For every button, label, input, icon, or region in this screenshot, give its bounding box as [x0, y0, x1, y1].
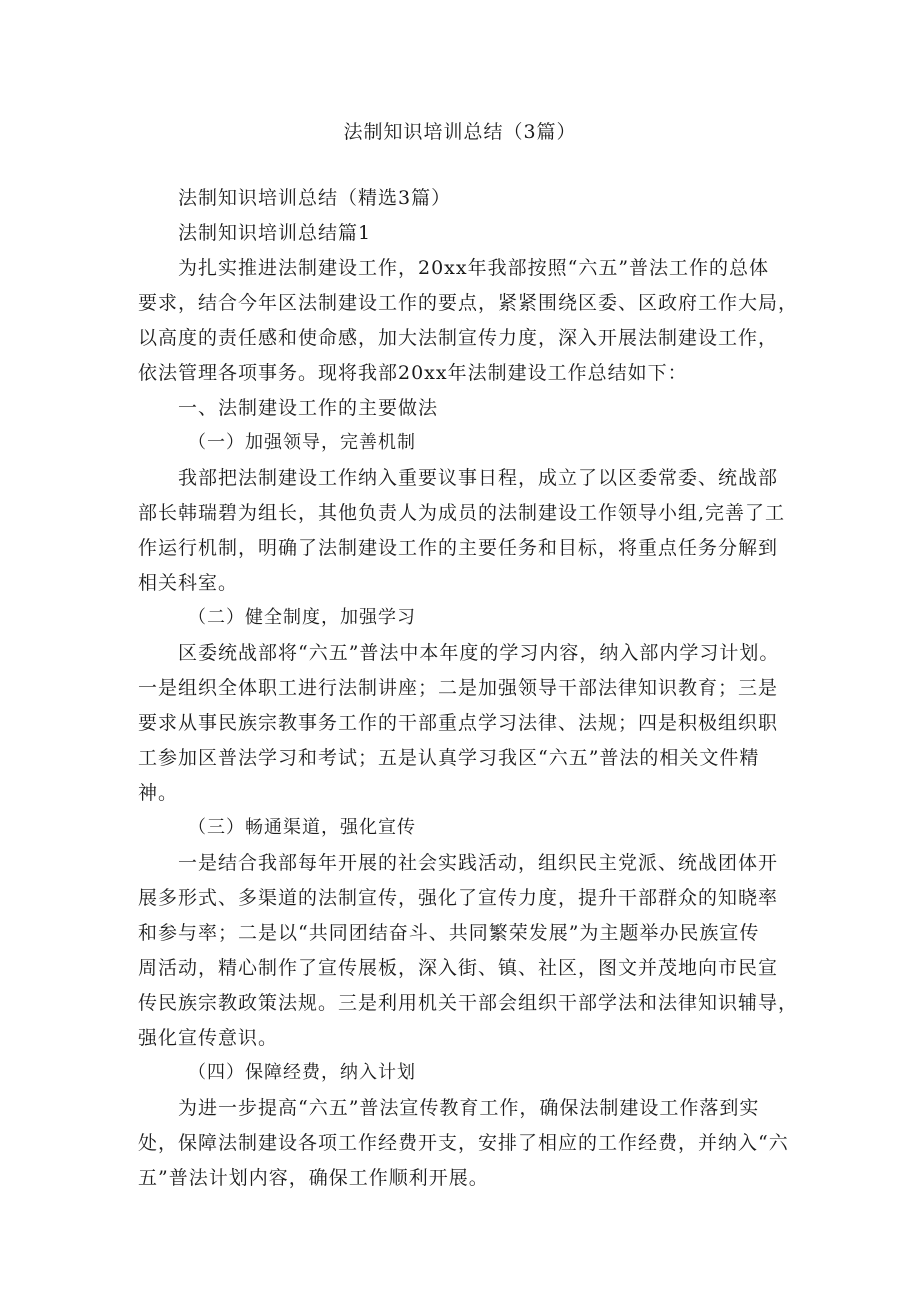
paragraph-line: 为进一步提高“六五”普法宣传教育工作，确保法制建设工作落到实: [178, 1097, 760, 1119]
paragraph-line: 一是组织全体职工进行法制讲座；二是加强领导干部法律知识教育；三是: [138, 677, 779, 699]
paragraph-line: 和参与率；二是以“共同团结奋斗、共同繁荣发展”为主题举办民族宣传: [138, 922, 760, 944]
subheading-leadership: （一）加强领导，完善机制: [188, 432, 416, 453]
heading-main-practices: 一、法制建设工作的主要做法: [178, 397, 439, 419]
paragraph-line: 周活动，精心制作了宣传展板，深入街、镇、社区，图文并茂地向市民宣: [138, 957, 779, 979]
paragraph-line: 传民族宗教政策法规。三是利用机关干部会组织干部学法和法律知识辅导，: [138, 992, 799, 1014]
paragraph-line: 强化宣传意识。: [138, 1027, 279, 1049]
subheading-publicity: （三）畅通渠道，强化宣传: [188, 817, 416, 838]
subheading-system: （二）健全制度，加强学习: [188, 607, 416, 628]
paragraph-line: 五”普法计划内容，确保工作顺利开展。: [138, 1167, 489, 1189]
paragraph-line: 我部把法制建设工作纳入重要议事日程，成立了以区委常委、统战部: [178, 467, 779, 489]
section-title: 法制知识培训总结篇1: [178, 222, 372, 244]
paragraph-line: 处，保障法制建设各项工作经费开支，安排了相应的工作经费，并纳入“六: [138, 1132, 789, 1154]
document-subtitle: 法制知识培训总结（精选3篇）: [178, 187, 452, 209]
paragraph-line: 依法管理各项事务。现将我部20xx年法制建设工作总结如下：: [138, 362, 688, 384]
paragraph-line: 一是结合我部每年开展的社会实践活动，组织民主党派、统战团体开: [178, 852, 779, 874]
paragraph-line: 展多形式、多渠道的法制宣传，强化了宣传力度，提升干部群众的知晓率: [138, 887, 779, 909]
paragraph-line: 相关科室。: [138, 572, 239, 594]
paragraph-line: 以高度的责任感和使命感，加大法制宣传力度，深入开展法制建设工作，: [138, 327, 779, 349]
paragraph-line: 要求从事民族宗教事务工作的干部重点学习法律、法规；四是积极组织职: [138, 712, 779, 734]
paragraph-line: 区委统战部将“六五”普法中本年度的学习内容，纳入部内学习计划。: [178, 642, 780, 664]
document-title: 法制知识培训总结（3篇）: [343, 121, 577, 143]
subheading-funding: （四）保障经费，纳入计划: [188, 1062, 416, 1083]
paragraph-line: 神。: [138, 782, 179, 804]
paragraph-line: 部长韩瑞碧为组长，其他负责人为成员的法制建设工作领导小组,完善了工: [138, 502, 786, 524]
paragraph-line: 作运行机制，明确了法制建设工作的主要任务和目标，将重点任务分解到: [138, 537, 779, 559]
paragraph-line: 为扎实推进法制建设工作，20xx年我部按照“六五”普法工作的总体: [178, 257, 770, 279]
paragraph-line: 要求，结合今年区法制建设工作的要点，紧紧围绕区委、区政府工作大局，: [138, 292, 799, 314]
paragraph-line: 工参加区普法学习和考试；五是认真学习我区“六五”普法的相关文件精: [138, 747, 760, 769]
